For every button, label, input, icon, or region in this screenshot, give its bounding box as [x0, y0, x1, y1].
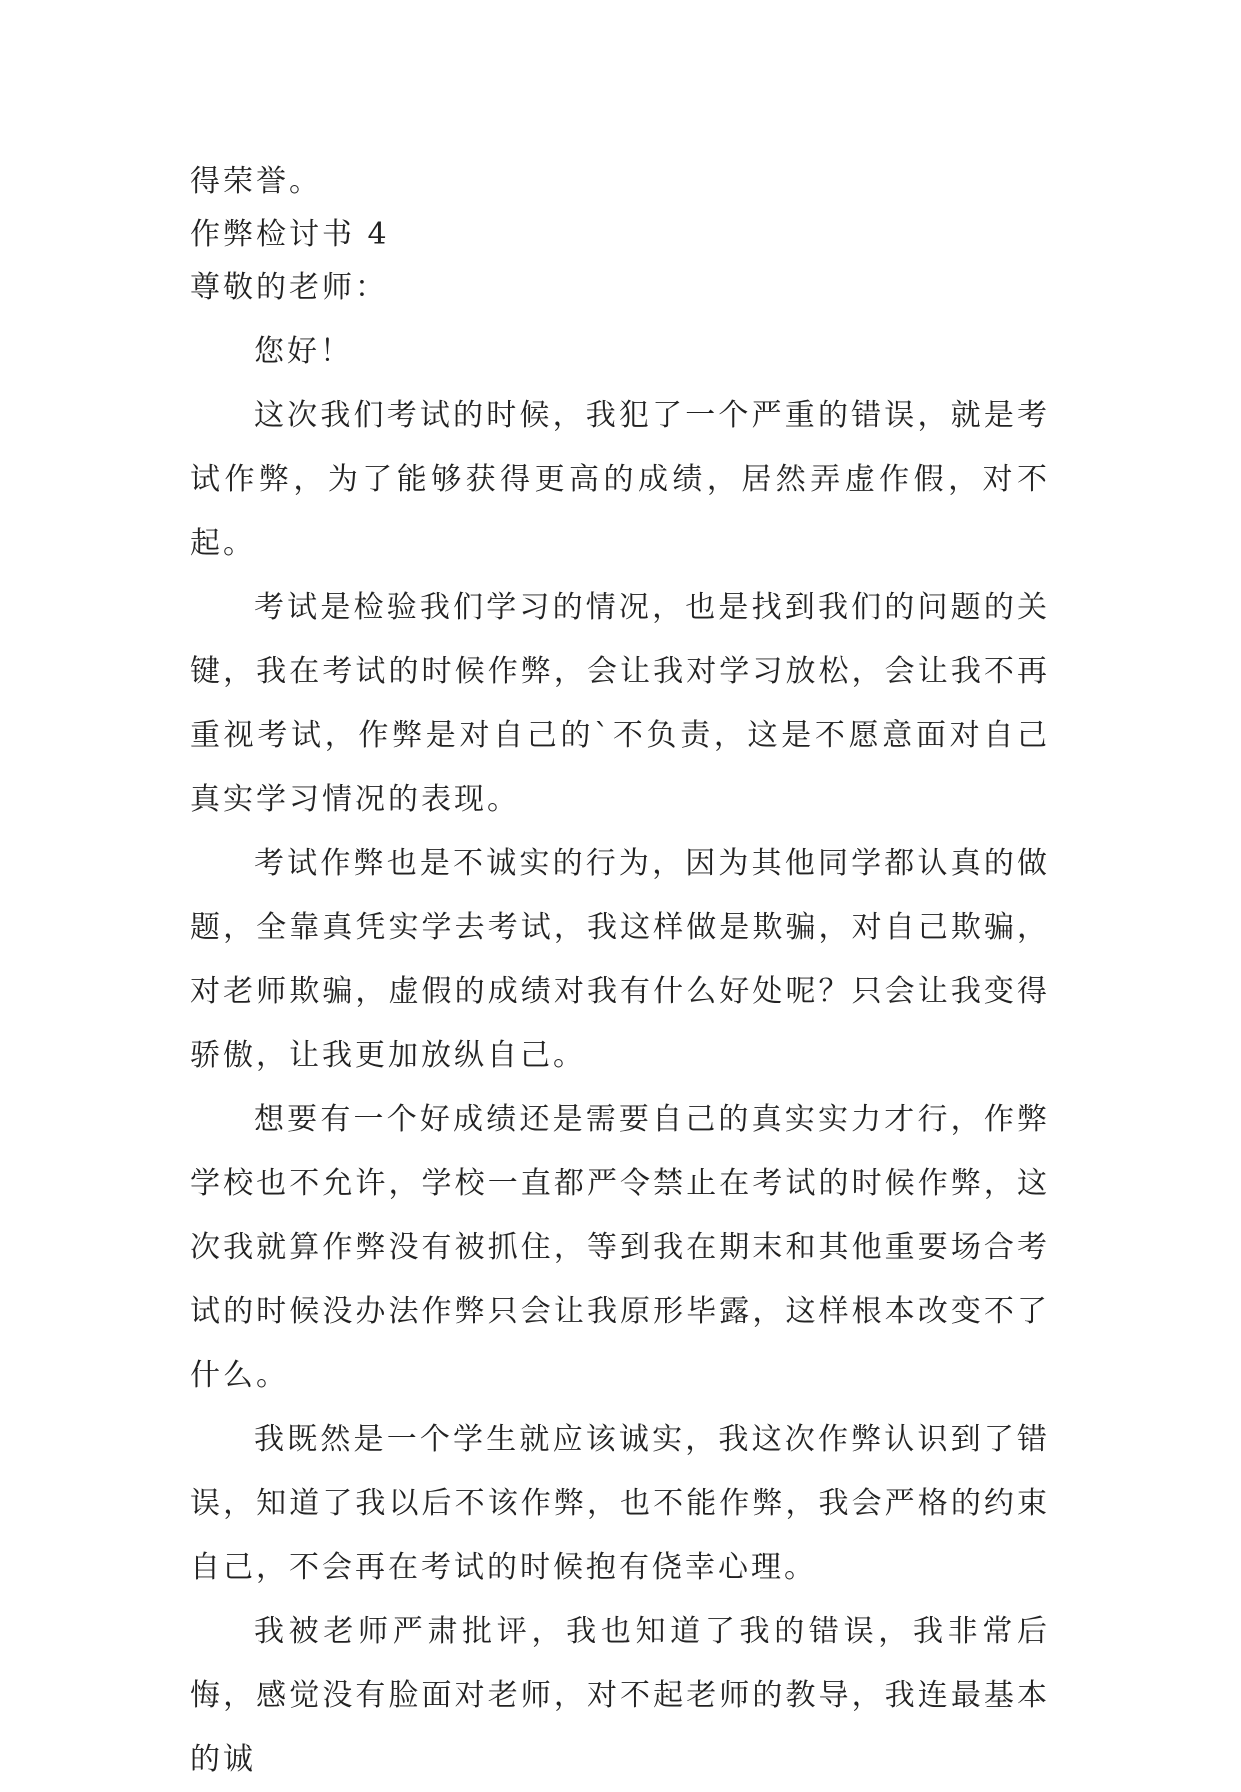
paragraph-2: 考试是检验我们学习的情况，也是找到我们的问题的关键，我在考试的时候作弊，会让我对学习放松，会让我不再重视考试，作弊是对自己的`不负责，这是不愿意面对自己真实学习情况的表现。: [190, 590, 1050, 817]
section-title: 作弊检讨书 4: [190, 217, 390, 252]
document-body: [190, 155, 1050, 1792]
greeting: 您好！: [254, 334, 353, 369]
paragraph-5: 我既然是一个学生就应该诚实，我这次作弊认识到了错误，知道了我以后不该作弊，也不能作弊，我会严格的约束自己，不会再在考试的时候抱有侥幸心理。: [190, 1422, 1050, 1585]
paragraph-1: 这次我们考试的时候，我犯了一个严重的错误，就是考试作弊，为了能够获得更高的成绩，居然弄虚作假，对不起。: [190, 398, 1050, 561]
paragraph-6: 我被老师严肃批评，我也知道了我的错误，我非常后悔，感觉没有脸面对老师，对不起老师的教导，我连最基本的诚: [190, 1614, 1050, 1777]
continued-text-line: 得荣誉。: [190, 164, 322, 199]
salutation: 尊敬的老师：: [190, 270, 388, 305]
paragraph-4: 想要有一个好成绩还是需要自己的真实实力才行，作弊学校也不允许，学校一直都严令禁止在考试的时候作弊，这次我就算作弊没有被抓住，等到我在期末和其他重要场合考试的时候没办法作弊只会让我原形毕露，这样根本改变不了什么。: [190, 1102, 1050, 1393]
paragraph-3: 考试作弊也是不诚实的行为，因为其他同学都认真的做题，全靠真凭实学去考试，我这样做是欺骗，对自己欺骗，对老师欺骗，虚假的成绩对我有什么好处呢？只会让我变得骄傲，让我更加放纵自己。: [190, 846, 1050, 1073]
